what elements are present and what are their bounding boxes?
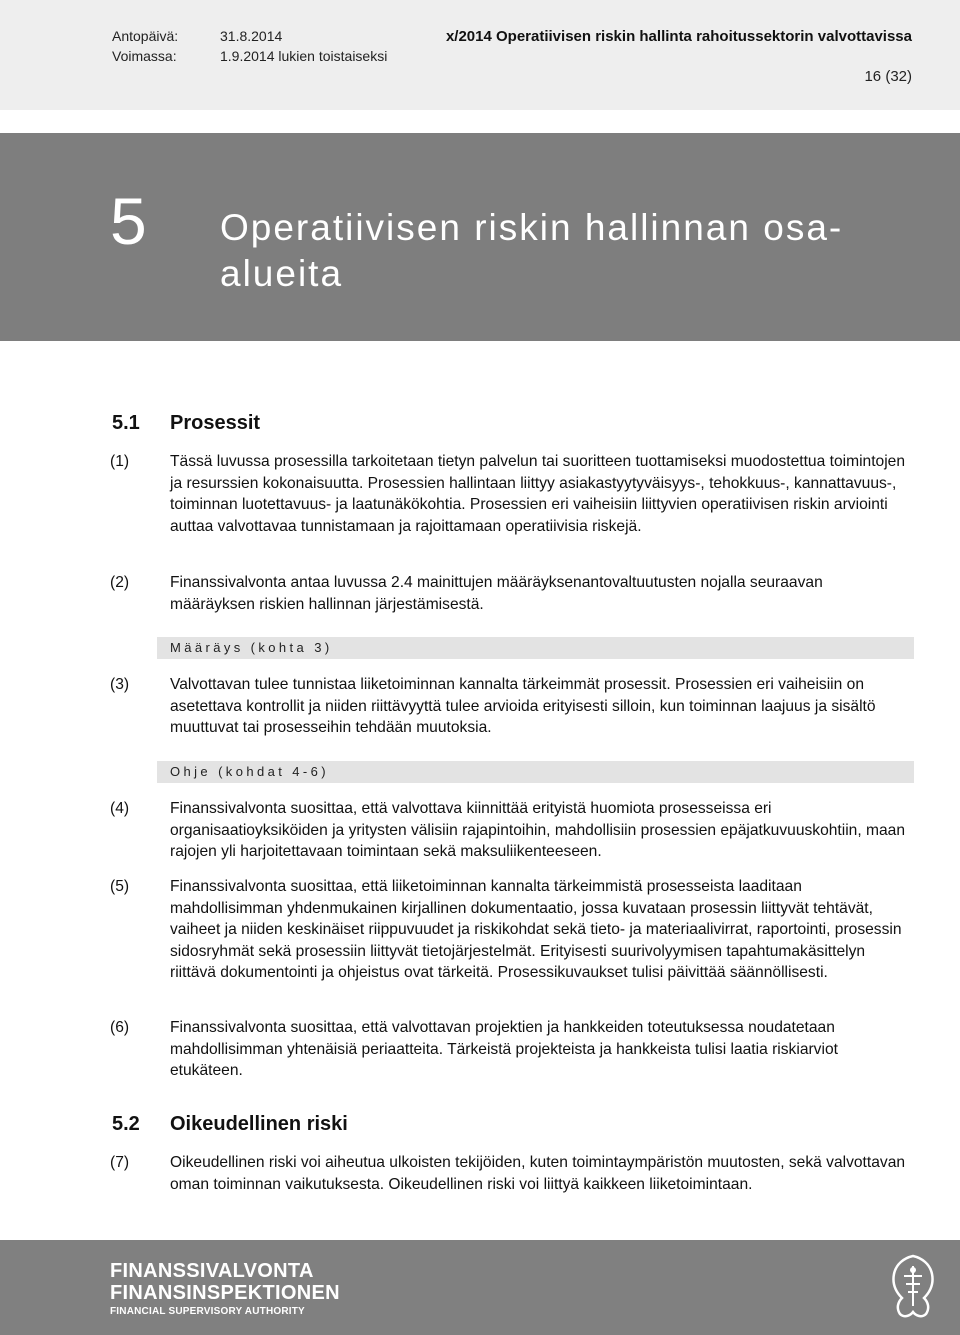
- paragraph-text: Finanssivalvonta suosittaa, että liiketoiminnan kannalta tärkeimmistä prosesseista laaditaan mahdollisimman yhdenmukainen kirjallinen dokumentaatio, jossa kuvataan prosessin liittyvät tehtävät, vaiheet ja niiden keskinäiset riippuvuudet ja riskikohdat sekä tieto- ja materiaalivirrat, raportointi, prosessin sidosryhmät sekä prosessiin liittyvät tietojärjestelmät. Erityisesti suurivolyymisen tapahtumakäsittelyn riittävä dokumentointi ja ohjeistus ovat tärkeitä. Prosessikuvaukset tulisi päivittää säännöllisesti.: [170, 878, 902, 981]
- paragraph-number: (6): [110, 1019, 130, 1036]
- paragraph-text: Finanssivalvonta antaa luvussa 2.4 mainittujen määräyksenantovaltuutusten nojalla seuraavan määräyksen riskien hallinnan järjestämisestä.: [170, 574, 823, 613]
- lion-emblem-icon: [882, 1252, 944, 1324]
- chapter-banner: [0, 133, 960, 341]
- valid-row: [112, 48, 387, 64]
- chapter-title-line1: Operatiivisen riskin hallinnan osa-: [220, 207, 844, 248]
- section-heading-5-2: [112, 1113, 348, 1136]
- document-title: x/2014 Operatiivisen riskin hallinta rahoitussektorin valvottavissa: [445, 28, 912, 45]
- issued-row: [112, 28, 282, 44]
- paragraph-5: [110, 876, 910, 984]
- paragraph-number: (3): [110, 676, 130, 693]
- logo-line-english: FINANCIAL SUPERVISORY AUTHORITY: [110, 1306, 305, 1317]
- page-number: 16 (32): [864, 68, 912, 85]
- section-title: Prosessit: [170, 412, 261, 434]
- section-number: 5.1: [112, 412, 140, 434]
- paragraph-text: Valvottavan tulee tunnistaa liiketoiminnan kannalta tärkeimmät prosessit. Prosessien eri vaiheisiin on asetettava kontrollit ja niiden riittävyyttä tulee arvioida erityisesti silloin, kun toiminnan laajuus ja sisältö muuttuvat tai prosesseihin tehdään muutoksia.: [170, 676, 876, 736]
- chapter-number: 5: [110, 184, 147, 258]
- issued-label: Antopäivä:: [112, 28, 179, 44]
- logo-line-swedish: FINANSINSPEKTIONEN: [110, 1282, 340, 1304]
- valid-value: 1.9.2014 lukien toistaiseksi: [220, 48, 388, 64]
- page-footer: [0, 1240, 960, 1335]
- paragraph-text: Finanssivalvonta suosittaa, että valvottava kiinnittää erityistä huomiota prosesseissa eri organisaatioyksiköiden ja yritysten välisiin rajapintoihin, mahdollisiin prosessien epäjatkuvuuskohtiin, maan rajojen yli harjoitettavaan toimintaan sekä maksuliikenteeseen.: [170, 800, 906, 860]
- paragraph-number: (7): [110, 1154, 130, 1171]
- section-number: 5.2: [112, 1113, 140, 1135]
- section-heading-5-1: [112, 412, 260, 435]
- fiva-logo: [110, 1260, 340, 1320]
- guidance-box-label: Ohje (kohdat 4-6): [157, 761, 914, 783]
- section-title: Oikeudellinen riski: [170, 1113, 348, 1135]
- paragraph-number: (4): [110, 800, 130, 817]
- paragraph-4: [110, 798, 910, 863]
- paragraph-2: [110, 572, 910, 615]
- paragraph-1: [110, 451, 910, 537]
- valid-label: Voimassa:: [112, 48, 177, 64]
- paragraph-number: (2): [110, 574, 130, 591]
- page-header: [0, 0, 960, 110]
- paragraph-text: Oikeudellinen riski voi aiheutua ulkoisten tekijöiden, kuten toimintaympäristön muutosten, sekä valvottavan oman toiminnan vaikutuksesta. Oikeudellinen riski voi liittyä kaikkeen liiketoimintaan.: [170, 1154, 906, 1193]
- logo-line-finnish: FINANSSIVALVONTA: [110, 1260, 314, 1282]
- chapter-title: [220, 205, 860, 297]
- paragraph-text: Finanssivalvonta suosittaa, että valvottavan projektien ja hankkeiden toteutuksessa noudatetaan mahdollisimman yhtenäisiä periaatteita. Tärkeistä projekteista ja hankkeista tulisi laatia riskiarviot etukäteen.: [170, 1019, 838, 1079]
- paragraph-number: (1): [110, 453, 130, 470]
- paragraph-text: Tässä luvussa prosessilla tarkoitetaan tietyn palvelun tai suoritteen tuottamiseksi muodostettua toimintojen ja resurssien kokonaisuutta. Prosessien hallintaan liittyy asiakastyytyväisyys-, tehokkuus-, kannattavuus-, toiminnan luotettavuus- ja laatunäkökohtia. Prosessien eri vaiheisiin liittyvien operatiivisen riskin arviointi auttaa valvottavaa tunnistamaan ja rajoittamaan operatiivisia riskejä.: [170, 453, 906, 535]
- issued-value: 31.8.2014: [220, 28, 283, 44]
- paragraph-7: [110, 1152, 910, 1195]
- paragraph-6: [110, 1017, 910, 1082]
- paragraph-number: (5): [110, 878, 130, 895]
- paragraph-3: [110, 674, 910, 739]
- chapter-title-line2: alueita: [220, 253, 344, 294]
- regulation-box-label: Määräys (kohta 3): [157, 637, 914, 659]
